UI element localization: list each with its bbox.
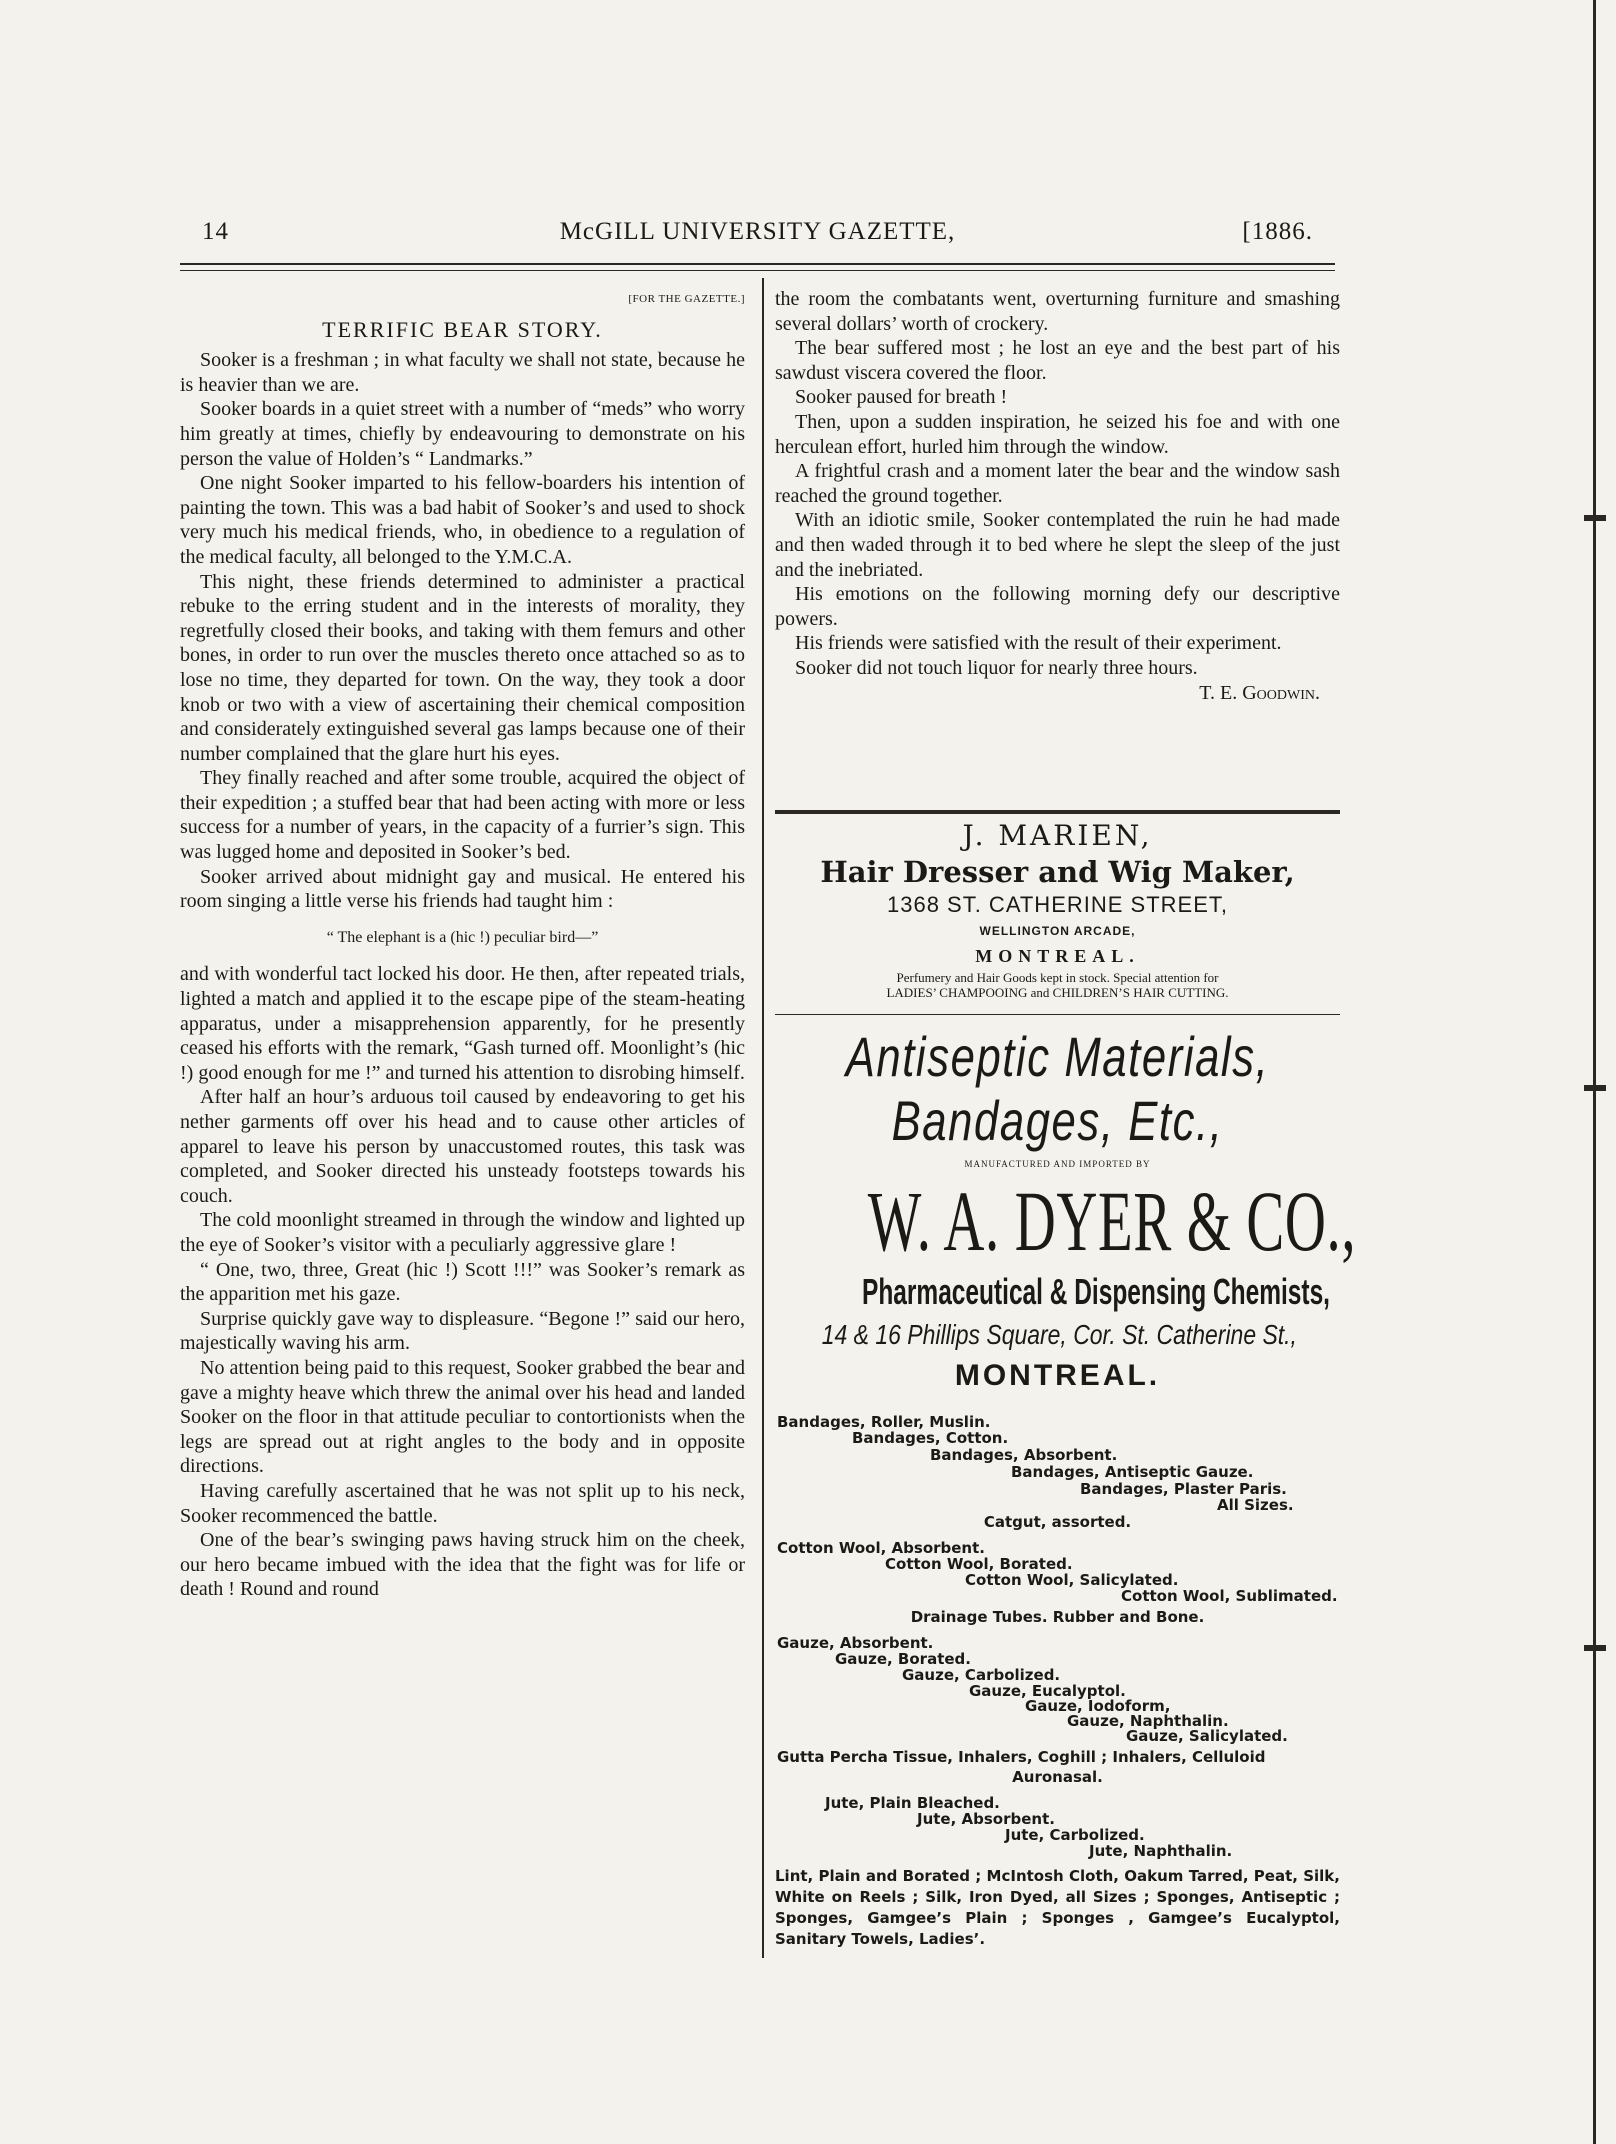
ad-dyer-trade: Pharmaceutical & Dispensing Chemists, — [862, 1271, 1330, 1312]
product-item: Cotton Wool, Sublimated. — [1121, 1587, 1338, 1605]
product-item: Gauze, Iodoform, — [1025, 1697, 1171, 1715]
ad-marien-trade: Hair Dresser and Wig Maker, — [820, 855, 1295, 889]
ad-marien-city: MONTREAL. — [975, 946, 1140, 966]
edge-tick — [1584, 515, 1606, 521]
story-paragraph: Surprise quickly gave way to displeasure. “Begone !” said our hero, majestically waving his arm. — [180, 1307, 745, 1355]
product-item: Gutta Percha Tissue, Inhalers, Coghill ; Inhalers, Celluloid — [777, 1748, 1266, 1766]
edge-tick — [1584, 1645, 1606, 1651]
story-paragraph: Sooker is a freshman ; in what faculty we shall not state, because he is heavier than we are. — [180, 349, 745, 396]
product-item: Bandages, Cotton. — [852, 1429, 1009, 1447]
product-item: Bandages, Roller, Muslin. — [777, 1413, 991, 1431]
product-item: Cotton Wool, Salicylated. — [965, 1571, 1179, 1589]
ad-dyer-byline: MANUFACTURED AND IMPORTED BY — [964, 1159, 1151, 1169]
story-source-note: [FOR THE GAZETTE.] — [628, 293, 745, 305]
product-item: Drainage Tubes. Rubber and Bone. — [910, 1608, 1205, 1626]
product-item: Cotton Wool, Borated. — [885, 1555, 1073, 1573]
story-paragraph: With an idiotic smile, Sooker contemplated the ruin he had made and then waded through it to bed where he slept the sleep of the just and the inebriated. — [775, 509, 1340, 581]
ad-dyer-headline: Bandages, Etc., — [891, 1089, 1224, 1152]
ad-dyer-headline: Antiseptic Materials, — [845, 1025, 1270, 1088]
edge-tick — [1584, 1085, 1606, 1091]
product-item: Auronasal. — [1012, 1768, 1103, 1786]
story-paragraph: “ One, two, three, Great (hic !) Scott !!!” was Sooker’s remark as the apparition met his gaze. — [180, 1258, 745, 1306]
product-item: Lint, Plain and Borated ; McIntosh Cloth, Oakum Tarred, Peat, Silk, White on Reels ; Silk, Iron Dyed, all Sizes ; Sponges, Antiseptic ; Sponges, Gamgee’s Plain ; Sponges , Gamgee’s Eucalyptol, Sanitary Towels, Ladies’. — [775, 1867, 1340, 1948]
ad-separator-rule — [775, 810, 1340, 814]
story-paragraph: The cold moonlight streamed in through the window and lighted up the eye of Sooker’s visitor with a peculiarly aggressive glare ! — [180, 1209, 745, 1256]
product-item: Bandages, Antiseptic Gauze. — [1011, 1463, 1254, 1481]
story-paragraph: Sooker did not touch liquor for nearly three hours. — [795, 656, 1198, 679]
publication-year: [1886. — [1242, 218, 1313, 245]
product-item: Gauze, Borated. — [835, 1650, 971, 1668]
story-paragraph: Sooker boards in a quiet street with a number of “meds” who worry him greatly at times, chiefly by endeavouring to demonstrate on his person the value of Holden’s “ Landmarks.” — [180, 398, 745, 470]
product-item: All Sizes. — [1217, 1496, 1294, 1514]
product-item: Gauze, Eucalyptol. — [969, 1682, 1126, 1700]
product-item: Jute, Absorbent. — [917, 1810, 1055, 1828]
story-paragraph: One of the bear’s swinging paws having struck him on the cheek, our hero became imbued with the idea that the fight was for life or death ! Round and round — [180, 1529, 745, 1601]
product-item: Jute, Naphthalin. — [1089, 1842, 1233, 1860]
ad-marien-arcade: WELLINGTON ARCADE, — [979, 924, 1136, 938]
story-paragraph: One night Sooker imparted to his fellow-boarders his intention of painting the town. This was a bad habit of Sooker’s and used to shock very much his medical friends, who, in obedience to a regulation of the medical faculty, all belonged to the Y.M.C.A. — [180, 472, 745, 568]
story-paragraph: Then, upon a sudden inspiration, he seized his foe and with one herculean effort, hurled him through the window. — [775, 410, 1340, 458]
dyer-advertisement — [770, 1025, 1357, 1397]
product-item: Catgut, assorted. — [983, 1513, 1132, 1531]
header-rule — [180, 263, 1335, 265]
publication-title: McGILL UNIVERSITY GAZETTE, — [559, 218, 956, 245]
story-paragraph: After half an hour’s arduous toil caused by endeavoring to get his nether garments off over his head and to cause other articles of apparel to leave his person by unaccustomed routes, this task was completed, and Sooker directed his unsteady footsteps towards his couch. — [180, 1086, 745, 1207]
product-item: Bandages, Plaster Paris. — [1080, 1480, 1287, 1498]
ad-marien-name: J. MARIEN, — [962, 819, 1153, 852]
story-paragraph: the room the combatants went, overturning furniture and smashing several dollars’ worth of crockery. — [775, 288, 1340, 335]
story-paragraph: Sooker paused for breath ! — [795, 386, 1008, 409]
product-item: Gauze, Carbolized. — [902, 1666, 1061, 1684]
story-author: T. E. Goodwin. — [1199, 681, 1320, 704]
page-header — [180, 218, 1335, 258]
marien-advertisement — [775, 818, 1340, 1000]
product-item: Gauze, Naphthalin. — [1067, 1712, 1229, 1730]
page-edge-line — [1593, 0, 1596, 2144]
ad-dyer-firm-name: W. A. DYER & CO., — [867, 1173, 1357, 1269]
product-item: Gauze, Absorbent. — [777, 1634, 934, 1652]
story-paragraph: and with wonderful tact locked his door. He then, after repeated trials, lighted a match and applied it to the escape pipe of the steam-heating apparatus, under a misapprehension apparently, for he presently ceased his efforts with the remark, “Gash turned off. Moonlight’s (hic !) good enough for me !” and turned his attention to disrobing himself. — [180, 963, 745, 1084]
product-item: Bandages, Absorbent. — [930, 1446, 1118, 1464]
story-paragraph: Having carefully ascertained that he was not split up to his neck, Sooker recommenced the battle. — [180, 1479, 745, 1527]
story-paragraph: Sooker arrived about midnight gay and musical. He entered his room singing a little verse his friends had taught him : — [180, 865, 745, 913]
story-paragraph: No attention being paid to this request, Sooker grabbed the bear and gave a mighty heave which threw the animal over his head and landed Sooker on the floor in that attitude peculiar to contortionists when the legs are spread out at right angles to the body and in opposite directions. — [180, 1356, 745, 1478]
story-paragraph: A frightful crash and a moment later the bear and the window sash reached the ground together. — [775, 460, 1340, 507]
story-paragraph: His friends were satisfied with the result of their experiment. — [795, 632, 1282, 655]
header-rule-thin — [180, 270, 1335, 271]
ad-separator-rule — [775, 1014, 1340, 1015]
product-item: Jute, Plain Bleached. — [825, 1794, 1000, 1812]
product-item: Gauze, Salicylated. — [1126, 1727, 1288, 1745]
ad-marien-notice: Perfumery and Hair Goods kept in stock. Special attention for — [896, 970, 1219, 985]
ad-dyer-city: MONTREAL. — [954, 1359, 1161, 1392]
ad-dyer-address: 14 & 16 Phillips Square, Cor. St. Catherine St., — [821, 1319, 1297, 1350]
story-paragraph: His emotions on the following morning defy our descriptive powers. — [775, 583, 1340, 630]
ad-marien-notice: LADIES’ CHAMPOOING and CHILDREN’S HAIR CUTTING. — [886, 985, 1229, 1000]
story-left-column — [180, 287, 745, 1602]
product-item: Cotton Wool, Absorbent. — [777, 1539, 985, 1557]
ad-marien-street: 1368 ST. CATHERINE STREET, — [886, 892, 1228, 917]
story-title: TERRIFIC BEAR STORY. — [322, 316, 603, 342]
column-divider — [762, 278, 764, 1958]
story-paragraph: The bear suffered most ; he lost an eye and the best part of his sawdust viscera covered the floor. — [775, 337, 1340, 384]
story-right-column — [775, 287, 1340, 705]
story-paragraph: They finally reached and after some trouble, acquired the object of their expedition ; a stuffed bear that had been acting with more or less success for a number of years, in the capacity of a furrier’s sign. This was lugged home and deposited in Sooker’s bed. — [180, 767, 745, 864]
story-paragraph: This night, these friends determined to administer a practical rebuke to the erring student and in the interests of morality, they regretfully closed their books, and taking with them femurs and other bones, in order to run over the muscles thereto once attached so as to lose no time, they departed for town. On the way, they took a door knob or two with a view of ascertaining their chemical composition and considerately extinguished several gas lamps because one of their number complained that the glare hurt his eyes. — [180, 570, 745, 765]
product-item: Jute, Carbolized. — [1005, 1826, 1145, 1844]
page-number: 14 — [202, 218, 229, 245]
story-quote: “ The elephant is a (hic !) peculiar bird—” — [326, 928, 599, 946]
